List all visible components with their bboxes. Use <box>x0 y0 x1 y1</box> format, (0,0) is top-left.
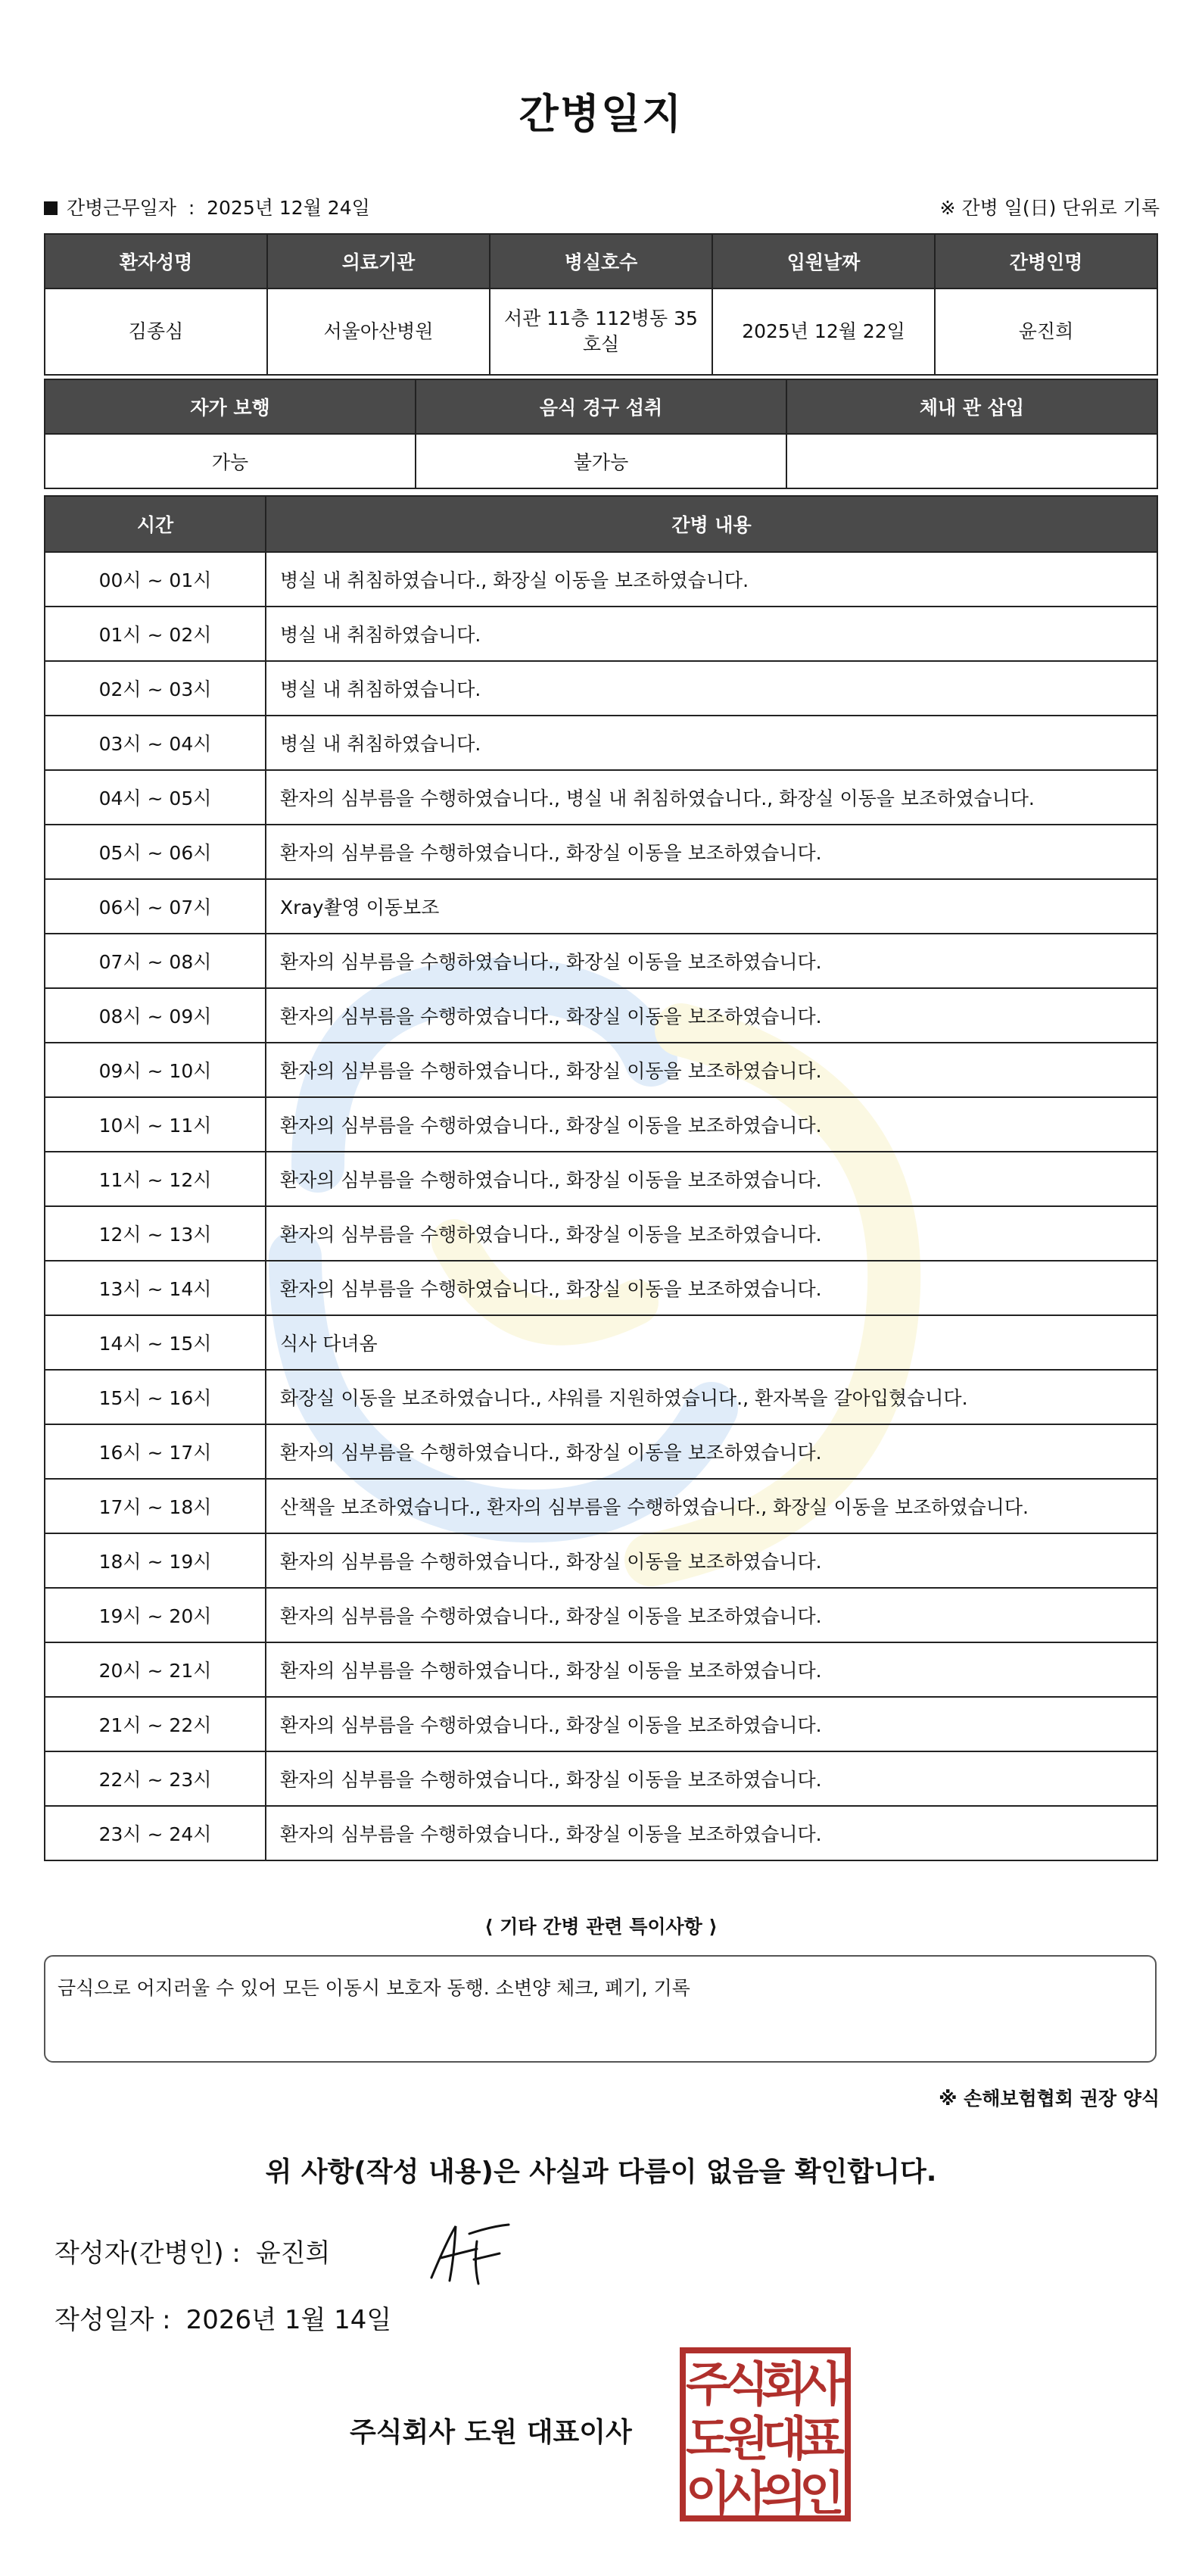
care-content-cell: 환자의 심부름을 수행하였습니다., 화장실 이동을 보조하였습니다. <box>266 1097 1157 1152</box>
time-cell: 09시 ~ 10시 <box>45 1043 266 1097</box>
time-cell: 04시 ~ 05시 <box>45 770 266 825</box>
time-cell: 17시 ~ 18시 <box>45 1479 266 1533</box>
self-walking-value: 가능 <box>45 434 416 488</box>
care-content-cell: 환자의 심부름을 수행하였습니다., 화장실 이동을 보조하였습니다. <box>266 1424 1157 1479</box>
writer-row <box>54 2232 330 2269</box>
caregiver-name: 윤진희 <box>935 288 1157 375</box>
care-content-cell: 병실 내 취침하였습니다., 화장실 이동을 보조하였습니다. <box>266 552 1157 607</box>
time-cell: 14시 ~ 15시 <box>45 1315 266 1370</box>
time-cell: 08시 ~ 09시 <box>45 988 266 1043</box>
care-content-cell: 병실 내 취침하였습니다. <box>266 607 1157 661</box>
header-room: 병실호수 <box>490 234 712 288</box>
header-self-walking: 자가 보행 <box>45 379 416 434</box>
table-row <box>45 1206 1157 1261</box>
svg-text:사: 사 <box>799 2356 845 2412</box>
header-oral-intake: 음식 경구 섭취 <box>416 379 786 434</box>
table-row <box>45 1315 1157 1370</box>
care-content-cell: 환자의 심부름을 수행하였습니다., 화장실 이동을 보조하였습니다. <box>266 1043 1157 1097</box>
svg-text:회: 회 <box>761 2356 807 2412</box>
page-title: 간병일지 <box>518 90 684 138</box>
table-row <box>45 825 1157 879</box>
header-hospital: 의료기관 <box>267 234 490 288</box>
work-date-label: 간병근무일자 <box>67 197 176 219</box>
table-row <box>45 661 1157 716</box>
svg-text:사: 사 <box>724 2465 769 2521</box>
square-bullet-icon <box>44 201 58 215</box>
work-date <box>44 193 370 220</box>
table-row <box>45 1152 1157 1206</box>
time-cell: 22시 ~ 23시 <box>45 1751 266 1806</box>
svg-text:주: 주 <box>686 2356 731 2412</box>
patient-info-value-row <box>45 288 1157 375</box>
care-content-cell: Xray촬영 이동보조 <box>266 879 1157 934</box>
care-content-cell: 환자의 심부름을 수행하였습니다., 화장실 이동을 보조하였습니다. <box>266 1152 1157 1206</box>
table-row <box>45 1588 1157 1642</box>
time-cell: 07시 ~ 08시 <box>45 934 266 988</box>
time-cell: 12시 ~ 13시 <box>45 1206 266 1261</box>
hourly-care-log-table <box>44 495 1158 1861</box>
time-cell: 11시 ~ 12시 <box>45 1152 266 1206</box>
patient-name: 김종심 <box>45 288 267 375</box>
table-row <box>45 1642 1157 1697</box>
header-patient-name: 환자성명 <box>45 234 267 288</box>
table-row <box>45 1533 1157 1588</box>
care-content-cell: 병실 내 취침하였습니다. <box>266 716 1157 770</box>
care-content-cell: 환자의 심부름을 수행하였습니다., 화장실 이동을 보조하였습니다. <box>266 1642 1157 1697</box>
header-tube-insertion: 체내 관 삽입 <box>786 379 1157 434</box>
room-number: 서관 11층 112병동 35호실 <box>490 288 712 375</box>
admission-date: 2025년 12월 22일 <box>712 288 935 375</box>
status-header-row <box>45 379 1157 434</box>
table-row <box>45 934 1157 988</box>
patient-info-table <box>44 233 1158 376</box>
time-cell: 23시 ~ 24시 <box>45 1806 266 1860</box>
table-row <box>45 1479 1157 1533</box>
svg-text:식: 식 <box>724 2356 769 2412</box>
care-content-cell: 병실 내 취침하였습니다. <box>266 661 1157 716</box>
table-row <box>45 1261 1157 1315</box>
time-cell: 02시 ~ 03시 <box>45 661 266 716</box>
special-notes-box <box>44 1955 1157 2063</box>
care-content-cell: 식사 다녀옴 <box>266 1315 1157 1370</box>
care-content-cell: 환자의 심부름을 수행하였습니다., 화장실 이동을 보조하였습니다. <box>266 934 1157 988</box>
company-representative: 주식회사 도원 대표이사 <box>350 2417 632 2448</box>
header-care-content: 간병 내용 <box>266 496 1157 552</box>
table-row <box>45 607 1157 661</box>
care-content-cell: 환자의 심부름을 수행하였습니다., 화장실 이동을 보조하였습니다. <box>266 1206 1157 1261</box>
written-date-label: 작성일자 : <box>54 2305 171 2335</box>
writer-name: 윤진희 <box>255 2238 331 2269</box>
written-date-row <box>54 2299 391 2336</box>
time-cell: 16시 ~ 17시 <box>45 1424 266 1479</box>
time-cell: 10시 ~ 11시 <box>45 1097 266 1152</box>
patient-status-table <box>44 379 1158 489</box>
table-row <box>45 1697 1157 1751</box>
time-cell: 21시 ~ 22시 <box>45 1697 266 1751</box>
table-row <box>45 716 1157 770</box>
time-cell: 06시 ~ 07시 <box>45 879 266 934</box>
time-cell: 15시 ~ 16시 <box>45 1370 266 1424</box>
table-row <box>45 1751 1157 1806</box>
oral-intake-value: 불가능 <box>416 434 786 488</box>
work-date-separator: : <box>188 197 195 219</box>
record-unit-note: ※ 간병 일(日) 단위로 기록 <box>939 197 1160 219</box>
svg-text:원: 원 <box>724 2411 769 2466</box>
svg-text:의: 의 <box>761 2465 807 2521</box>
table-row <box>45 770 1157 825</box>
table-row <box>45 1043 1157 1097</box>
table-row <box>45 879 1157 934</box>
time-cell: 19시 ~ 20시 <box>45 1588 266 1642</box>
care-content-cell: 화장실 이동을 보조하였습니다., 샤워를 지원하였습니다., 환자복을 갈아입혔습니다. <box>266 1370 1157 1424</box>
svg-text:대: 대 <box>761 2411 807 2466</box>
time-cell: 05시 ~ 06시 <box>45 825 266 879</box>
special-notes-text: 금식으로 어지러울 수 있어 모든 이동시 보호자 동행. 소변양 체크, 폐기, 기록 <box>58 1977 690 1999</box>
header-caregiver-name: 간병인명 <box>935 234 1157 288</box>
writer-label: 작성자(간병인) : <box>54 2238 241 2269</box>
care-content-cell: 환자의 심부름을 수행하였습니다., 병실 내 취침하였습니다., 화장실 이동을 보조하였습니다. <box>266 770 1157 825</box>
time-cell: 01시 ~ 02시 <box>45 607 266 661</box>
care-content-cell: 환자의 심부름을 수행하였습니다., 화장실 이동을 보조하였습니다. <box>266 825 1157 879</box>
care-content-cell: 환자의 심부름을 수행하였습니다., 화장실 이동을 보조하였습니다. <box>266 1751 1157 1806</box>
care-content-cell: 환자의 심부름을 수행하였습니다., 화장실 이동을 보조하였습니다. <box>266 1261 1157 1315</box>
company-seal-icon <box>680 2347 851 2521</box>
care-content-cell: 환자의 심부름을 수행하였습니다., 화장실 이동을 보조하였습니다. <box>266 988 1157 1043</box>
table-row <box>45 988 1157 1043</box>
table-row <box>45 1370 1157 1424</box>
care-content-cell: 산책을 보조하였습니다., 환자의 심부름을 수행하였습니다., 화장실 이동을 보조하였습니다. <box>266 1479 1157 1533</box>
table-row <box>45 1806 1157 1860</box>
table-row <box>45 1097 1157 1152</box>
care-content-cell: 환자의 심부름을 수행하였습니다., 화장실 이동을 보조하였습니다. <box>266 1697 1157 1751</box>
time-cell: 13시 ~ 14시 <box>45 1261 266 1315</box>
svg-text:표: 표 <box>799 2411 845 2466</box>
header-time: 시간 <box>45 496 266 552</box>
log-header-row <box>45 496 1157 552</box>
time-cell: 20시 ~ 21시 <box>45 1642 266 1697</box>
handwritten-signature-icon <box>424 2219 515 2287</box>
patient-info-header-row <box>45 234 1157 288</box>
table-row <box>45 552 1157 607</box>
care-content-cell: 환자의 심부름을 수행하였습니다., 화장실 이동을 보조하였습니다. <box>266 1806 1157 1860</box>
svg-text:도: 도 <box>686 2411 731 2466</box>
work-date-value: 2025년 12월 24일 <box>207 197 370 219</box>
header-admission-date: 입원날짜 <box>712 234 935 288</box>
care-content-cell: 환자의 심부름을 수행하였습니다., 화장실 이동을 보조하였습니다. <box>266 1533 1157 1588</box>
hospital-name: 서울아산병원 <box>267 288 490 375</box>
log-body <box>45 552 1157 1860</box>
status-value-row <box>45 434 1157 488</box>
svg-text:인: 인 <box>799 2465 845 2521</box>
care-content-cell: 환자의 심부름을 수행하였습니다., 화장실 이동을 보조하였습니다. <box>266 1588 1157 1642</box>
time-cell: 03시 ~ 04시 <box>45 716 266 770</box>
time-cell: 00시 ~ 01시 <box>45 552 266 607</box>
notes-heading: ⟨ 기타 간병 관련 특이사항 ⟩ <box>484 1916 718 1938</box>
written-date-value: 2026년 1월 14일 <box>185 2305 392 2335</box>
svg-text:이: 이 <box>686 2465 731 2521</box>
time-cell: 18시 ~ 19시 <box>45 1533 266 1588</box>
confirmation-statement: 위 사항(작성 내용)은 사실과 다름이 없음을 확인합니다. <box>265 2157 937 2188</box>
form-source-note: ※ 손해보험협회 권장 양식 <box>939 2088 1160 2110</box>
table-row <box>45 1424 1157 1479</box>
tube-insertion-value <box>786 434 1157 488</box>
